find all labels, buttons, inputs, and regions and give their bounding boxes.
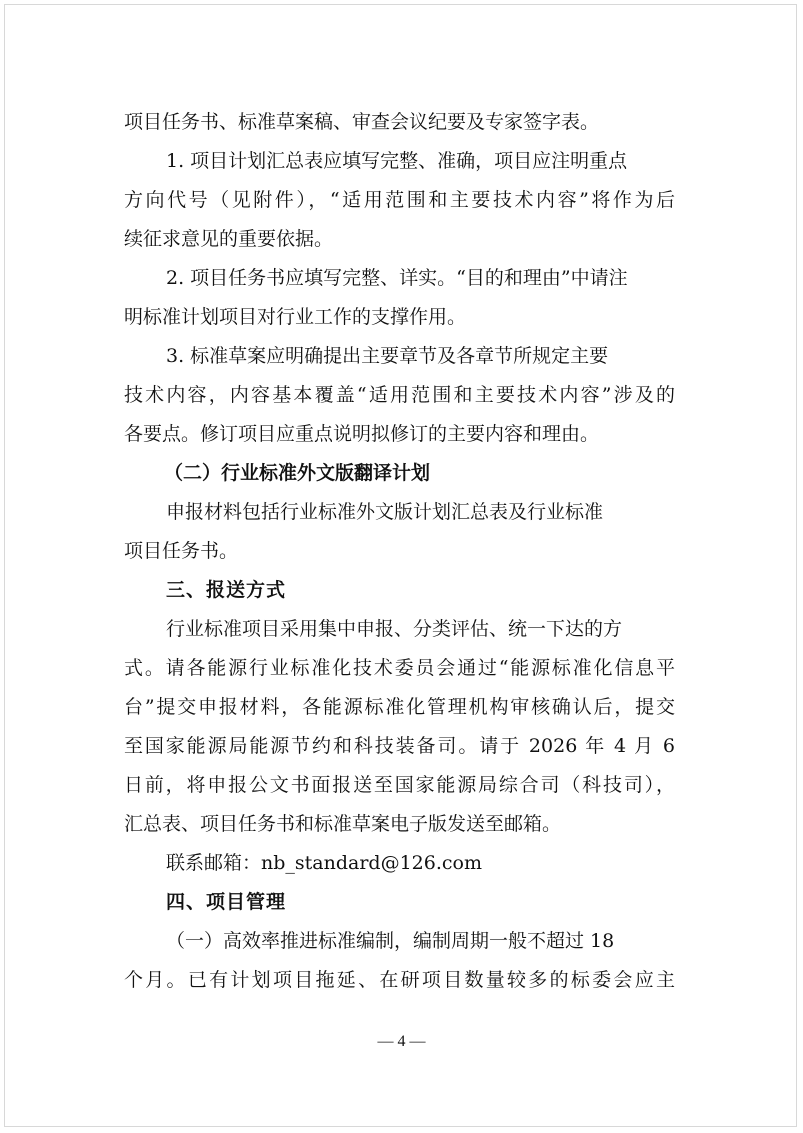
page-number: — 4 — [377,1033,426,1050]
body-line: 台”提交申报材料，各能源标准化管理机构审核确认后，提交 [124,696,675,718]
body-line: （一）高效率推进标准编制，编制周期一般不超过 18 [166,930,615,952]
body-line: 方向代号（见附件），“适用范围和主要技术内容”将作为后 [124,189,675,211]
contact-email: 联系邮箱：nb_standard@126.com [166,852,482,874]
body-line: 项目任务书、标准草案稿、审查会议纪要及专家签字表。 [124,111,600,133]
body-line: 项目任务书。 [124,540,239,562]
body-line: 3. 标准草案应明确提出主要章节及各章节所规定主要 [166,345,609,367]
body-line: 汇总表、项目任务书和标准草案电子版发送至邮箱。 [124,813,562,835]
body-line: 明标准计划项目对行业工作的支撑作用。 [124,306,467,328]
body-line: 个月。已有计划项目拖延、在研项目数量较多的标委会应主 [124,969,675,991]
body-line: 式。请各能源行业标准化技术委员会通过“能源标准化信息平 [124,657,675,679]
body-line: 2. 项目任务书应填写完整、详实。“目的和理由”中请注 [166,267,628,289]
section-heading: 三、报送方式 [166,579,287,601]
body-line: 续征求意见的重要依据。 [124,228,334,250]
body-line: 1. 项目计划汇总表应填写完整、准确，项目应注明重点 [166,150,628,172]
document-body [124,103,675,1000]
body-line: 申报材料包括行业标准外文版计划汇总表及行业标准 [166,501,604,523]
section-heading: 四、项目管理 [166,891,287,913]
body-line: 行业标准项目采用集中申报、分类评估、统一下达的方 [166,618,623,640]
section-heading: （二）行业标准外文版翻译计划 [164,462,431,484]
body-line: 各要点。修订项目应重点说明拟修订的主要内容和理由。 [124,423,600,445]
body-line: 技术内容，内容基本覆盖“适用范围和主要技术内容”涉及的 [124,384,675,406]
body-line: 日前，将申报公文书面报送至国家能源局综合司（科技司）， [124,774,675,796]
body-line: 至国家能源局能源节约和科技装备司。请于 2026 年 4 月 6 [124,735,675,757]
